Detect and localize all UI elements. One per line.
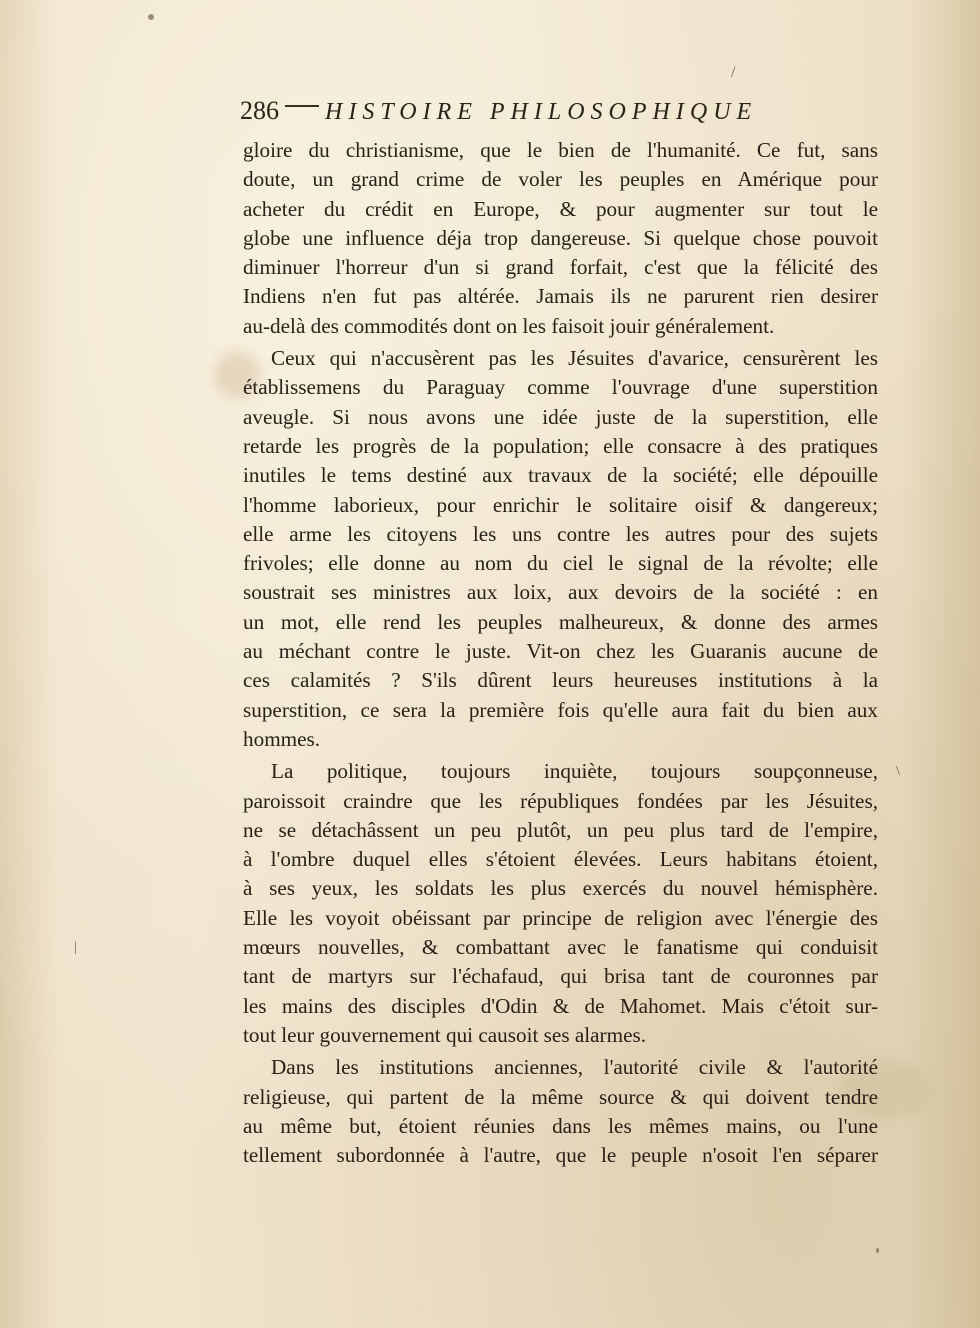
text-line: les mains des disciples d'Odin & de Mahomet. Mais c'étoit sur- <box>243 993 878 1018</box>
text-line: frivoles; elle donne au nom du ciel le signal de la révolte; elle <box>243 551 878 576</box>
running-head <box>240 96 800 136</box>
text-line: tant de martyrs sur l'échafaud, qui brisa tant de couronnes par <box>243 964 878 989</box>
text-line: elle arme les citoyens les uns contre les autres pour des sujets <box>243 521 878 546</box>
paragraph <box>243 136 878 341</box>
text-line: superstition, ce sera la première fois qu'elle aura fait du bien aux <box>243 697 878 722</box>
paragraph <box>243 1053 878 1170</box>
text-line: au méchant contre le juste. Vit-on chez les Guaranis aucune de <box>243 639 878 664</box>
text-line: La politique, toujours inquiète, toujours soupçonneuse, <box>271 759 878 784</box>
text-line: inutiles le tems destiné aux travaux de la société; elle dépouille <box>243 463 878 488</box>
text-line: tout leur gouvernement qui causoit ses alarmes. <box>243 1022 647 1047</box>
paragraph <box>243 344 878 754</box>
text-line: aveugle. Si nous avons une idée juste de la superstition, elle <box>243 404 878 429</box>
text-line: tellement subordonnée à l'autre, que le peuple n'osoit l'en séparer <box>243 1143 878 1168</box>
page-number: 286 <box>240 96 279 125</box>
ink-speck <box>148 14 154 20</box>
text-line: diminuer l'horreur d'un si grand forfait, c'est que la félicité des <box>243 255 878 280</box>
text-line: religieuse, qui partent de la même source & qui doivent tendre <box>243 1084 878 1109</box>
text-line: soustrait ses ministres aux loix, aux devoirs de la société : en <box>243 580 878 605</box>
ink-speck <box>876 1248 879 1253</box>
text-line: doute, un grand crime de voler les peuples en Amérique pour <box>243 167 878 192</box>
text-line: mœurs nouvelles, & combattant avec le fanatisme qui conduisit <box>243 935 878 960</box>
stray-mark: / <box>731 64 736 81</box>
text-line: paroissoit craindre que les républiques fondées par les Jésuites, <box>243 788 878 813</box>
running-title: HISTOIRE PHILOSOPHIQUE <box>325 99 758 125</box>
text-line: ces calamités ? S'ils dûrent leurs heureuses institutions à la <box>243 668 878 693</box>
text-line: hommes. <box>243 726 321 751</box>
text-line: Elle les voyoit obéissant par principe de religion avec l'énergie des <box>243 905 878 930</box>
text-line: Ceux qui n'accusèrent pas les Jésuites d'avarice, censurèrent les <box>271 346 878 371</box>
text-line: au-delà des commodités dont on les faisoit jouir généralement. <box>243 313 775 338</box>
text-line: acheter du crédit en Europe, & pour augmenter sur tout le <box>243 196 878 221</box>
text-line: à l'ombre duquel elles s'étoient élevées. Leurs habitans étoient, <box>243 847 878 872</box>
stray-mark: | <box>74 940 77 955</box>
text-line: à ses yeux, les soldats les plus exercés du nouvel hémisphère. <box>243 876 878 901</box>
body-text <box>243 136 878 1170</box>
text-line: retarde les progrès de la population; elle consacre à des pratiques <box>243 433 878 458</box>
text-line: l'homme laborieux, pour enrichir le solitaire oisif & dangereux; <box>243 492 878 517</box>
text-line: Dans les institutions anciennes, l'autorité civile & l'autorité <box>271 1055 878 1080</box>
text-line: ne se détachâssent un peu plutôt, un peu plus tard de l'empire, <box>243 817 878 842</box>
stray-mark: \ <box>896 764 900 779</box>
text-line: au même but, étoient réunies dans les mêmes mains, ou l'une <box>243 1113 878 1138</box>
text-line: gloire du christianisme, que le bien de l'humanité. Ce fut, sans <box>243 138 878 162</box>
text-line: globe une influence déja trop dangereuse. Si quelque chose pouvoit <box>243 225 878 250</box>
head-rule <box>285 105 319 107</box>
paragraph <box>243 757 878 1050</box>
text-line: établissemens du Paraguay comme l'ouvrage d'une superstition <box>243 375 878 400</box>
text-line: Indiens n'en fut pas altérée. Jamais ils ne parurent rien desirer <box>243 284 878 309</box>
text-line: un mot, elle rend les peuples malheureux, & donne des armes <box>243 609 878 634</box>
